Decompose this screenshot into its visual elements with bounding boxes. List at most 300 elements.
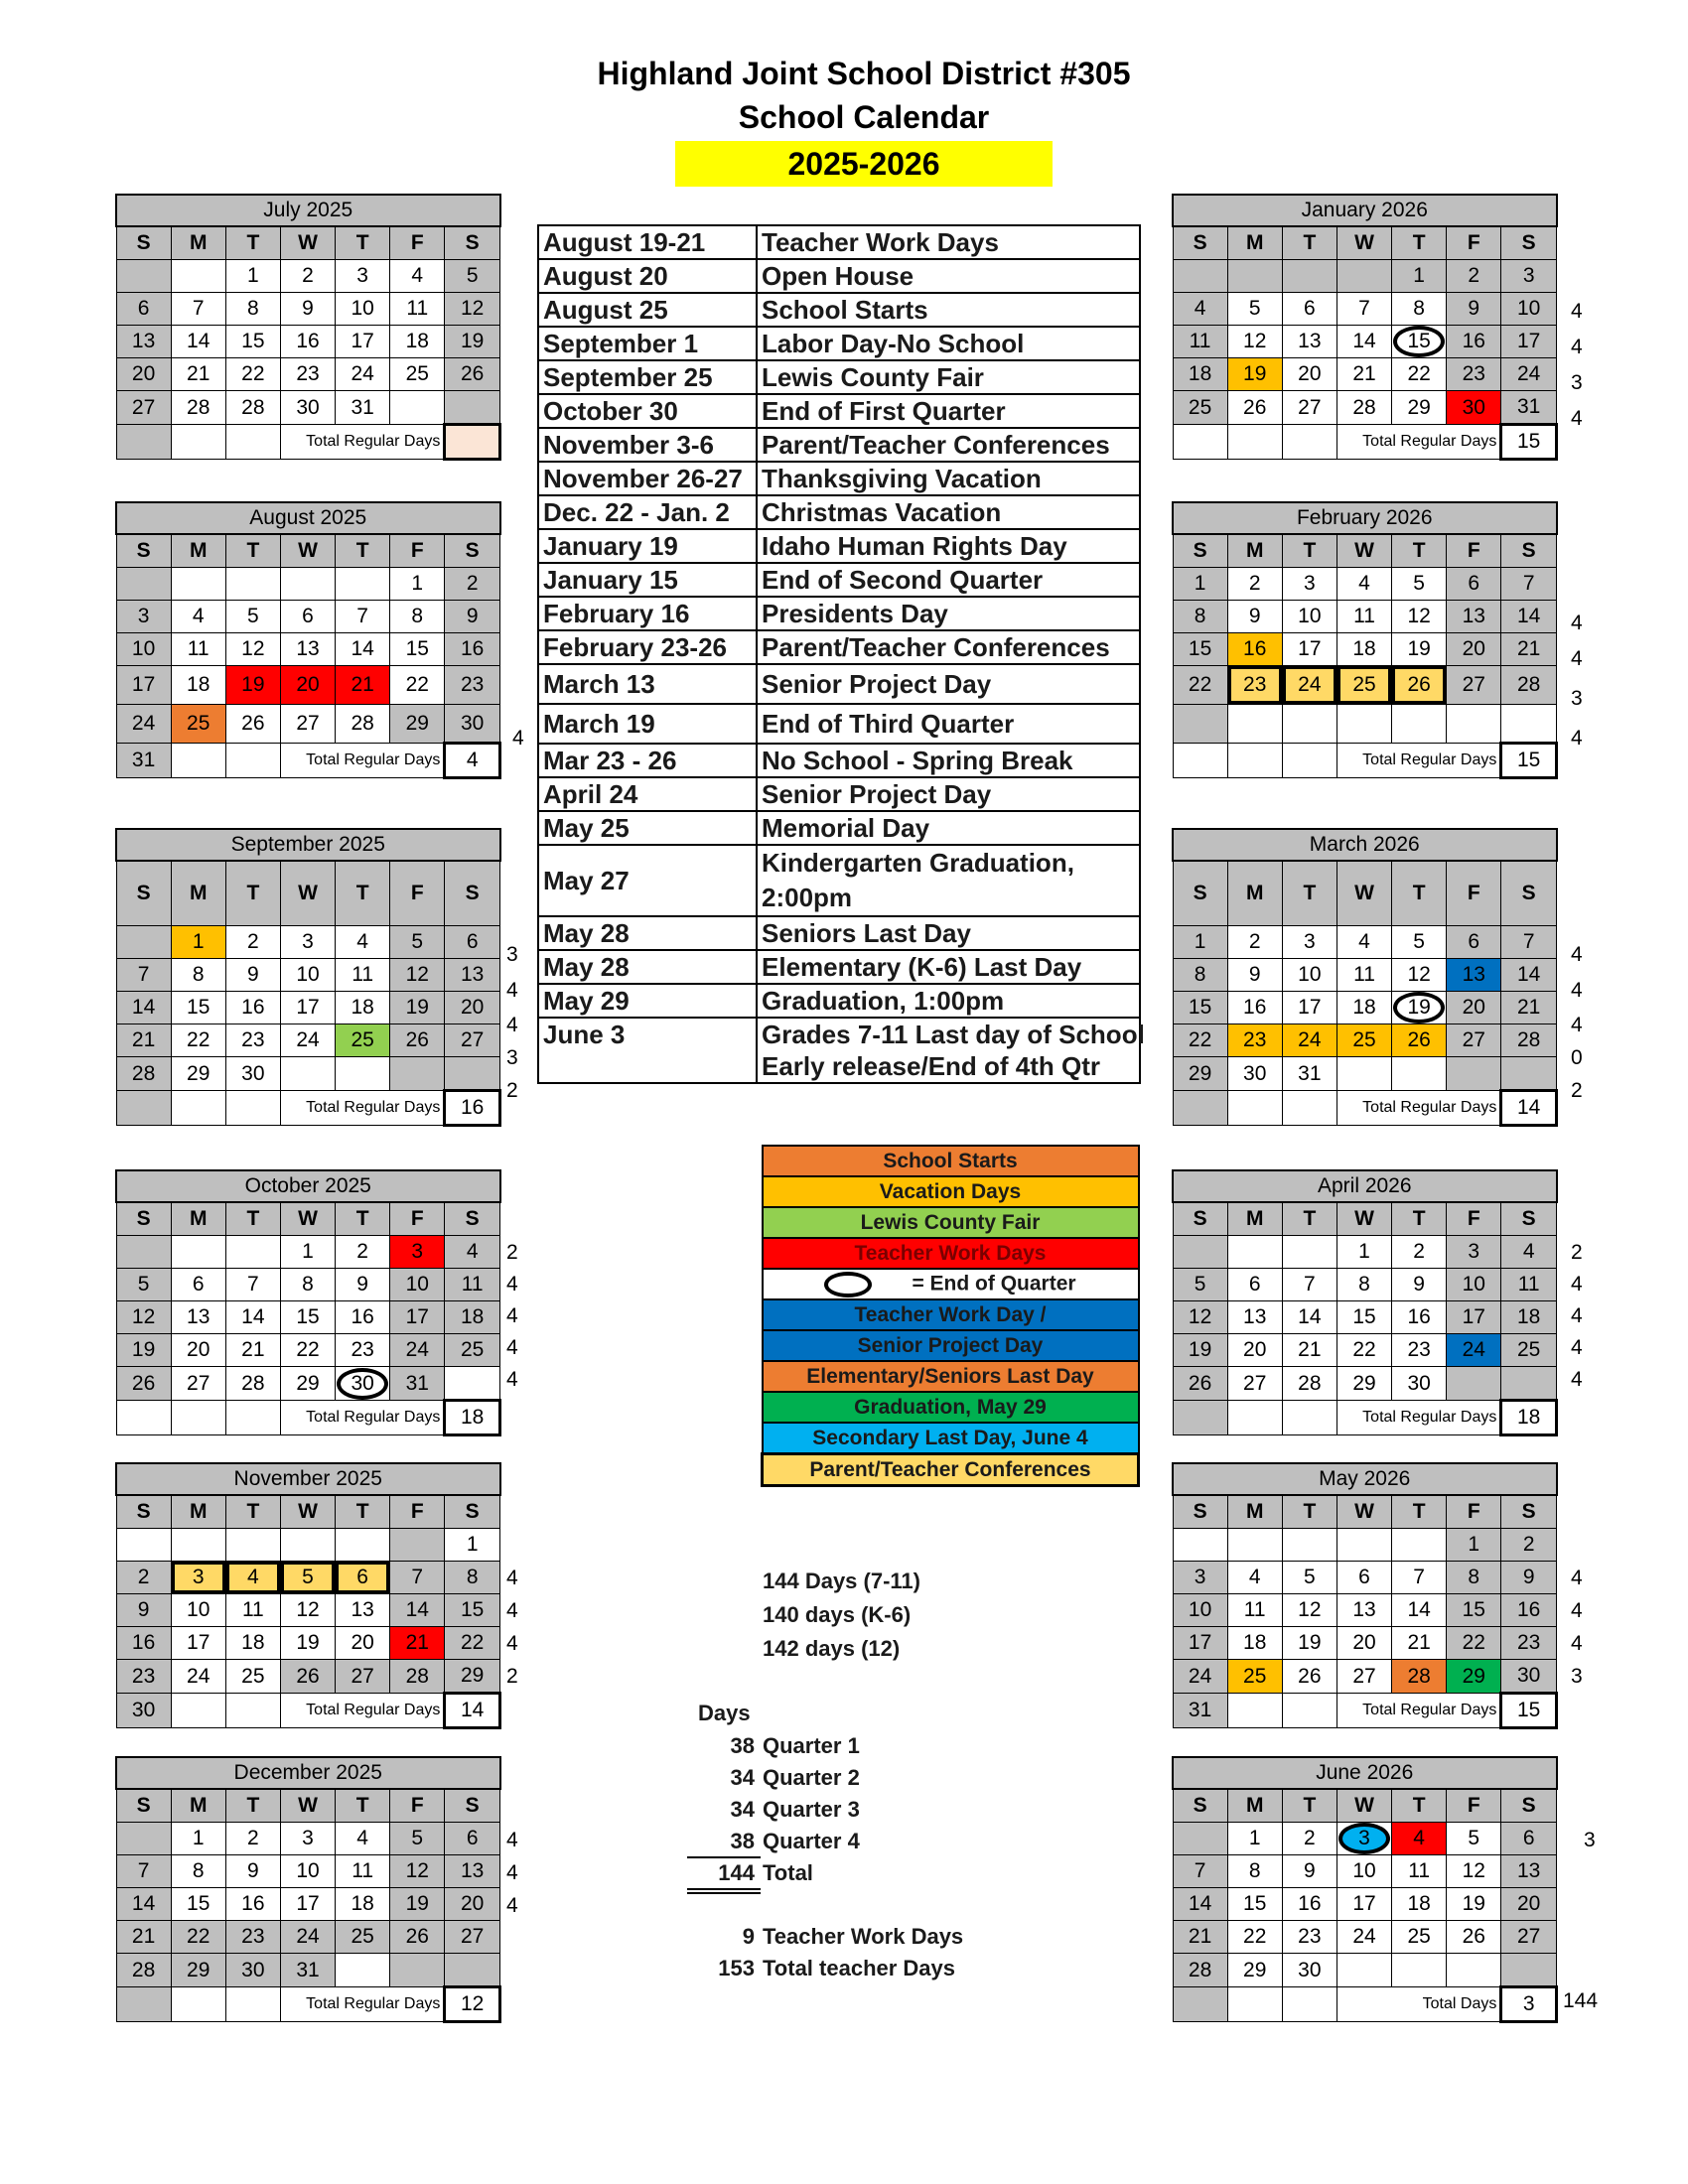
total-regular-days-value: 14 (1501, 1091, 1557, 1126)
day-cell: 2 (225, 926, 280, 959)
teacher-label: Total teacher Days (763, 1956, 956, 1980)
day-cell: 22 (1447, 1627, 1501, 1660)
day-cell-vacation: 25 (1336, 1024, 1391, 1057)
day-cell: 30 (280, 391, 335, 425)
day-cell: 15 (171, 1888, 225, 1921)
day-cell-county-fair: 25 (336, 1024, 390, 1057)
day-cell: 8 (1227, 1855, 1282, 1888)
dow: M (1227, 226, 1282, 260)
dow: T (1392, 1495, 1447, 1529)
dow: W (280, 1789, 335, 1823)
event-date: August 25 (538, 293, 757, 327)
day-cell: 13 (1282, 326, 1336, 358)
day-cell: 28 (171, 391, 225, 425)
week-count: 4 (1571, 612, 1583, 634)
week-count: 3 (1571, 371, 1583, 394)
event-date: Mar 23 - 26 (538, 744, 757, 777)
day-cell: 15 (1173, 633, 1227, 666)
day-cell: 29 (171, 1954, 225, 1987)
dow: T (1282, 1495, 1336, 1529)
total-regular-days-value: 15 (1501, 1694, 1557, 1728)
day-cell: 28 (1282, 1367, 1336, 1401)
day-cell: 6 (280, 601, 335, 633)
day-cell: 28 (225, 391, 280, 425)
day-cell: 4 (445, 1236, 500, 1269)
day-cell: 3 (1282, 926, 1336, 959)
dow: T (225, 1495, 280, 1529)
day-cell: 9 (1227, 959, 1282, 992)
day-cell: 4 (1336, 926, 1391, 959)
day-cell: 30 (445, 705, 500, 744)
event-description: Idaho Human Rights Day (757, 529, 1140, 563)
day-cell: 8 (280, 1269, 335, 1301)
day-cell: 8 (1392, 293, 1447, 326)
total-regular-days-value: 18 (445, 1401, 500, 1435)
day-count-7-11: 144 Days (7-11) (763, 1569, 920, 1593)
day-cell: 18 (225, 1627, 280, 1660)
total-regular-days-label: Total Regular Days (280, 1091, 444, 1126)
day-cell: 23 (445, 666, 500, 705)
day-cell: 7 (1392, 1562, 1447, 1594)
day-cell: 21 (1501, 992, 1557, 1024)
day-cell: 12 (390, 1855, 445, 1888)
day-cell: 28 (116, 1057, 171, 1091)
day-cell-conferences: 4 (225, 1562, 280, 1594)
day-cell: 16 (1392, 1301, 1447, 1334)
day-cell: 28 (390, 1660, 445, 1694)
day-cell: 10 (1282, 601, 1336, 633)
dow: T (225, 226, 280, 260)
week-count: 4 (1571, 407, 1583, 430)
day-cell: 29 (445, 1660, 500, 1694)
total-regular-days-value: 16 (445, 1091, 500, 1126)
day-cell: 19 (390, 992, 445, 1024)
event-row (538, 984, 1140, 1018)
day-cell: 20 (1336, 1627, 1391, 1660)
event-date: September 25 (538, 360, 757, 394)
day-cell: 26 (225, 705, 280, 744)
day-cell: 11 (336, 1855, 390, 1888)
day-cell: 8 (225, 293, 280, 326)
event-description: Lewis County Fair (757, 360, 1140, 394)
day-cell: 12 (390, 959, 445, 992)
event-date: August 19-21 (538, 225, 757, 259)
week-count: 3 (506, 943, 518, 966)
day-cell: 18 (336, 992, 390, 1024)
week-count: 4 (1571, 1273, 1583, 1296)
day-cell: 13 (445, 959, 500, 992)
day-cell: 9 (1501, 1562, 1557, 1594)
week-count: 4 (1571, 1567, 1583, 1589)
day-cell: 14 (1392, 1594, 1447, 1627)
day-cell-end-of-quarter: 15 (1392, 326, 1447, 358)
day-cell-vacation: 26 (1392, 1024, 1447, 1057)
day-cell: 24 (390, 1334, 445, 1367)
day-cell: 14 (1501, 601, 1557, 633)
quarter-days: 38 (730, 1733, 755, 1758)
day-cell: 28 (116, 1954, 171, 1987)
dow: S (1501, 1495, 1557, 1529)
day-cell: 1 (1173, 568, 1227, 601)
total-regular-days-label: Total Regular Days (1336, 1694, 1500, 1728)
day-cell: 18 (1336, 992, 1391, 1024)
day-cell: 27 (280, 705, 335, 744)
dow: T (336, 534, 390, 568)
day-cell: 30 (1392, 1367, 1447, 1401)
day-cell: 18 (1173, 358, 1227, 391)
day-cell-conferences: 3 (171, 1562, 225, 1594)
dow: S (1501, 1202, 1557, 1236)
dow: S (445, 226, 500, 260)
day-cell: 28 (1501, 666, 1557, 705)
event-row (538, 360, 1140, 394)
day-cell: 3 (1173, 1562, 1227, 1594)
day-cell: 22 (171, 1921, 225, 1954)
day-cell: 11 (390, 293, 445, 326)
day-cell: 18 (445, 1301, 500, 1334)
day-cell: 16 (225, 992, 280, 1024)
legend-item-graduation: Graduation, May 29 (763, 1392, 1139, 1423)
dow: W (1336, 534, 1391, 568)
dow: W (1336, 1789, 1391, 1823)
day-cell: 4 (336, 1823, 390, 1855)
day-cell: 29 (280, 1367, 335, 1401)
day-cell: 2 (336, 1236, 390, 1269)
day-cell: 4 (1173, 293, 1227, 326)
day-cell: 29 (1336, 1367, 1391, 1401)
day-cell: 6 (1282, 293, 1336, 326)
day-cell: 21 (1336, 358, 1391, 391)
dow: F (390, 1202, 445, 1236)
event-row (538, 597, 1140, 630)
day-cell: 14 (1501, 959, 1557, 992)
total-regular-days-value: 14 (445, 1694, 500, 1728)
day-cell-conferences: 5 (280, 1562, 335, 1594)
teacher-row (709, 1956, 955, 1981)
day-cell: 22 (1227, 1921, 1282, 1954)
week-count: 4 (1571, 336, 1583, 358)
day-cell: 13 (1227, 1301, 1282, 1334)
month-title: March 2026 (1173, 829, 1557, 861)
day-cell: 11 (1392, 1855, 1447, 1888)
event-row (538, 225, 1140, 259)
day-cell: 26 (390, 1921, 445, 1954)
day-cell: 14 (336, 633, 390, 666)
total-regular-days-value: 4 (445, 744, 500, 778)
day-cell: 15 (1227, 1888, 1282, 1921)
day-cell-vacation: 25 (1227, 1660, 1282, 1694)
legend-item-parent-teacher-conferences: Parent/Teacher Conferences (763, 1454, 1139, 1486)
day-cell: 13 (1501, 1855, 1557, 1888)
event-description: Senior Project Day (757, 777, 1140, 811)
event-row (538, 811, 1140, 845)
double-underline (687, 1888, 761, 1890)
day-cell: 1 (1447, 1529, 1501, 1562)
dow: S (116, 226, 171, 260)
school-year-banner: 2025-2026 (675, 141, 1053, 187)
day-cell: 9 (225, 1855, 280, 1888)
day-cell: 9 (336, 1269, 390, 1301)
day-cell-teacher-work: 30 (1447, 391, 1501, 425)
day-cell: 17 (171, 1627, 225, 1660)
event-date: September 1 (538, 327, 757, 360)
week-count: 3 (506, 1046, 518, 1069)
quarter-label: Quarter 3 (763, 1797, 860, 1822)
day-cell: 25 (390, 358, 445, 391)
quarter-row (709, 1765, 860, 1791)
day-cell: 18 (1501, 1301, 1557, 1334)
event-date: March 13 (538, 664, 757, 704)
month-title: October 2025 (116, 1170, 500, 1202)
calendar-subtitle: School Calendar (738, 99, 990, 135)
day-cell: 9 (1227, 601, 1282, 633)
day-cell-teacher-work: 20 (280, 666, 335, 705)
dow: S (116, 1202, 171, 1236)
day-cell: 20 (171, 1334, 225, 1367)
dow: F (390, 861, 445, 926)
day-cell: 24 (1336, 1921, 1391, 1954)
legend-item-secondary-last-day: Secondary Last Day, June 4 (763, 1423, 1139, 1454)
day-cell: 25 (1501, 1334, 1557, 1367)
day-cell: 4 (1501, 1236, 1557, 1269)
day-cell: 30 (116, 1694, 171, 1728)
dow: M (171, 1495, 225, 1529)
event-date: March 19 (538, 704, 757, 744)
day-cell: 2 (116, 1562, 171, 1594)
day-cell: 23 (1392, 1334, 1447, 1367)
event-description: Graduation, 1:00pm (757, 984, 1140, 1018)
day-cell: 16 (1282, 1888, 1336, 1921)
total-regular-days-label: Total Regular Days (280, 1694, 444, 1728)
dow: S (116, 534, 171, 568)
day-cell: 9 (225, 959, 280, 992)
day-cell: 4 (336, 926, 390, 959)
total-regular-days-label: Total Regular Days (280, 744, 444, 778)
day-cell: 1 (1392, 260, 1447, 293)
day-cell: 11 (336, 959, 390, 992)
day-cell: 23 (1447, 358, 1501, 391)
day-cell: 21 (1501, 633, 1557, 666)
day-cell: 31 (116, 744, 171, 778)
day-cell: 14 (1173, 1888, 1227, 1921)
day-cell: 5 (445, 260, 500, 293)
day-cell: 17 (1282, 633, 1336, 666)
day-cell: 31 (280, 1954, 335, 1987)
legend-item-elementary-seniors-last-day: Elementary/Seniors Last Day (763, 1361, 1139, 1392)
day-cell: 14 (1336, 326, 1391, 358)
day-cell-teacher-work: 21 (336, 666, 390, 705)
day-cell: 17 (1501, 326, 1557, 358)
day-cell: 17 (336, 326, 390, 358)
event-row (538, 916, 1140, 950)
month-title: July 2025 (116, 195, 500, 226)
day-cell: 7 (1501, 926, 1557, 959)
event-description: No School - Spring Break (757, 744, 1140, 777)
day-cell: 5 (390, 1823, 445, 1855)
day-cell-teacher-work: 3 (390, 1236, 445, 1269)
dow: T (225, 861, 280, 926)
teacher-days: 9 (742, 1924, 755, 1949)
day-cell: 8 (171, 1855, 225, 1888)
dow: S (1501, 534, 1557, 568)
event-row (538, 293, 1140, 327)
day-cell: 19 (1282, 1627, 1336, 1660)
week-count: 4 (506, 1861, 518, 1884)
day-cell-end-of-quarter: 30 (336, 1367, 390, 1401)
month-april-2026 (1172, 1169, 1558, 1436)
dow: F (390, 534, 445, 568)
day-cell: 31 (1173, 1694, 1227, 1728)
event-date: June 3 (538, 1018, 757, 1050)
day-cell: 13 (171, 1301, 225, 1334)
day-cell: 31 (1501, 391, 1557, 425)
dow: W (280, 534, 335, 568)
day-cell: 5 (390, 926, 445, 959)
day-cell: 14 (116, 1888, 171, 1921)
day-cell: 24 (171, 1660, 225, 1694)
day-cell: 20 (1501, 1888, 1557, 1921)
day-cell: 2 (1227, 926, 1282, 959)
day-cell: 13 (280, 633, 335, 666)
day-cell: 4 (1336, 568, 1391, 601)
dow: M (171, 861, 225, 926)
day-count-k-6: 140 days (K-6) (763, 1602, 912, 1627)
day-cell: 17 (280, 992, 335, 1024)
dow: T (1282, 861, 1336, 926)
week-count: 2 (1571, 1079, 1583, 1102)
day-cell: 27 (1227, 1367, 1282, 1401)
day-cell: 19 (1447, 1888, 1501, 1921)
day-cell: 28 (336, 705, 390, 744)
day-cell: 27 (1447, 1024, 1501, 1057)
day-cell: 21 (1173, 1921, 1227, 1954)
day-cell: 14 (390, 1594, 445, 1627)
legend-item-vacation-days: Vacation Days (763, 1176, 1139, 1207)
day-cell: 20 (445, 992, 500, 1024)
dow: S (1173, 226, 1227, 260)
day-cell: 17 (390, 1301, 445, 1334)
event-description: Teacher Work Days (757, 225, 1140, 259)
week-count: 4 (1571, 943, 1583, 966)
day-cell: 21 (171, 358, 225, 391)
dow: F (390, 226, 445, 260)
legend-item-senior-project-day: Senior Project Day (763, 1330, 1139, 1361)
day-cell: 8 (1173, 959, 1227, 992)
event-date: August 20 (538, 259, 757, 293)
day-cell: 25 (225, 1660, 280, 1694)
dow: T (1392, 861, 1447, 926)
day-cell: 29 (1173, 1057, 1227, 1091)
quarter-row (709, 1733, 860, 1759)
day-cell: 16 (1227, 992, 1282, 1024)
day-cell: 1 (1173, 926, 1227, 959)
legend-item-teacher-work-days: Teacher Work Days (763, 1238, 1139, 1269)
quarter-row (709, 1797, 860, 1823)
day-cell: 4 (390, 260, 445, 293)
day-cell: 2 (1227, 568, 1282, 601)
dow: F (1447, 1495, 1501, 1529)
week-count: 4 (506, 1894, 518, 1917)
day-cell: 15 (1173, 992, 1227, 1024)
day-cell: 13 (1447, 601, 1501, 633)
day-cell: 30 (1501, 1660, 1557, 1694)
event-row (538, 630, 1140, 664)
day-cell: 24 (336, 358, 390, 391)
day-cell: 17 (116, 666, 171, 705)
day-cell: 6 (171, 1269, 225, 1301)
day-cell: 16 (1447, 326, 1501, 358)
week-count: 4 (1571, 1014, 1583, 1036)
day-cell: 13 (1336, 1594, 1391, 1627)
event-date: May 27 (538, 845, 757, 916)
day-cell: 17 (1173, 1627, 1227, 1660)
day-cell: 7 (390, 1562, 445, 1594)
week-count: 4 (506, 1599, 518, 1622)
day-cell: 19 (280, 1627, 335, 1660)
day-cell: 20 (1447, 992, 1501, 1024)
day-cell: 23 (225, 1024, 280, 1057)
title-block (556, 52, 1172, 187)
day-cell: 13 (116, 326, 171, 358)
day-cell: 29 (1392, 391, 1447, 425)
total-regular-days-label: Total Regular Days (1336, 1401, 1500, 1435)
day-cell: 25 (336, 1921, 390, 1954)
day-cell-conferences: 23 (1227, 666, 1282, 705)
event-date: May 28 (538, 916, 757, 950)
day-cell: 14 (1282, 1301, 1336, 1334)
day-cell-teacher-work: 4 (1392, 1823, 1447, 1855)
total-regular-days-label: Total Regular Days (1336, 1091, 1500, 1126)
day-cell: 22 (390, 666, 445, 705)
day-cell: 5 (116, 1269, 171, 1301)
day-cell: 6 (445, 926, 500, 959)
week-count: 4 (506, 1829, 518, 1851)
end-of-quarter-ellipse-icon (824, 1272, 872, 1297)
dow: W (280, 226, 335, 260)
week-count: 4 (1571, 979, 1583, 1002)
day-cell: 10 (280, 1855, 335, 1888)
day-cell: 26 (390, 1024, 445, 1057)
dow: S (116, 1495, 171, 1529)
day-cell: 12 (1227, 326, 1282, 358)
day-cell: 7 (225, 1269, 280, 1301)
day-cell: 16 (336, 1301, 390, 1334)
day-cell: 5 (1173, 1269, 1227, 1301)
day-cell: 24 (1501, 358, 1557, 391)
events-table (537, 224, 1145, 1084)
dow: S (1173, 1789, 1227, 1823)
day-cell-teacher-work: 21 (390, 1627, 445, 1660)
day-cell: 20 (445, 1888, 500, 1921)
month-november-2025 (115, 1462, 501, 1729)
day-cell: 20 (336, 1627, 390, 1660)
month-title: November 2025 (116, 1463, 500, 1495)
dow: T (1392, 534, 1447, 568)
day-cell: 7 (1501, 568, 1557, 601)
month-october-2025 (115, 1169, 501, 1436)
day-cell: 5 (1392, 926, 1447, 959)
event-date: February 23-26 (538, 630, 757, 664)
day-cell: 10 (336, 293, 390, 326)
dow: M (171, 1202, 225, 1236)
day-cell: 19 (116, 1334, 171, 1367)
legend-item-county-fair: Lewis County Fair (763, 1207, 1139, 1238)
dow: M (171, 1789, 225, 1823)
day-cell: 27 (445, 1024, 500, 1057)
day-cell: 11 (1336, 601, 1391, 633)
day-cell: 30 (225, 1057, 280, 1091)
total-regular-days-label: Total Regular Days (280, 425, 444, 460)
